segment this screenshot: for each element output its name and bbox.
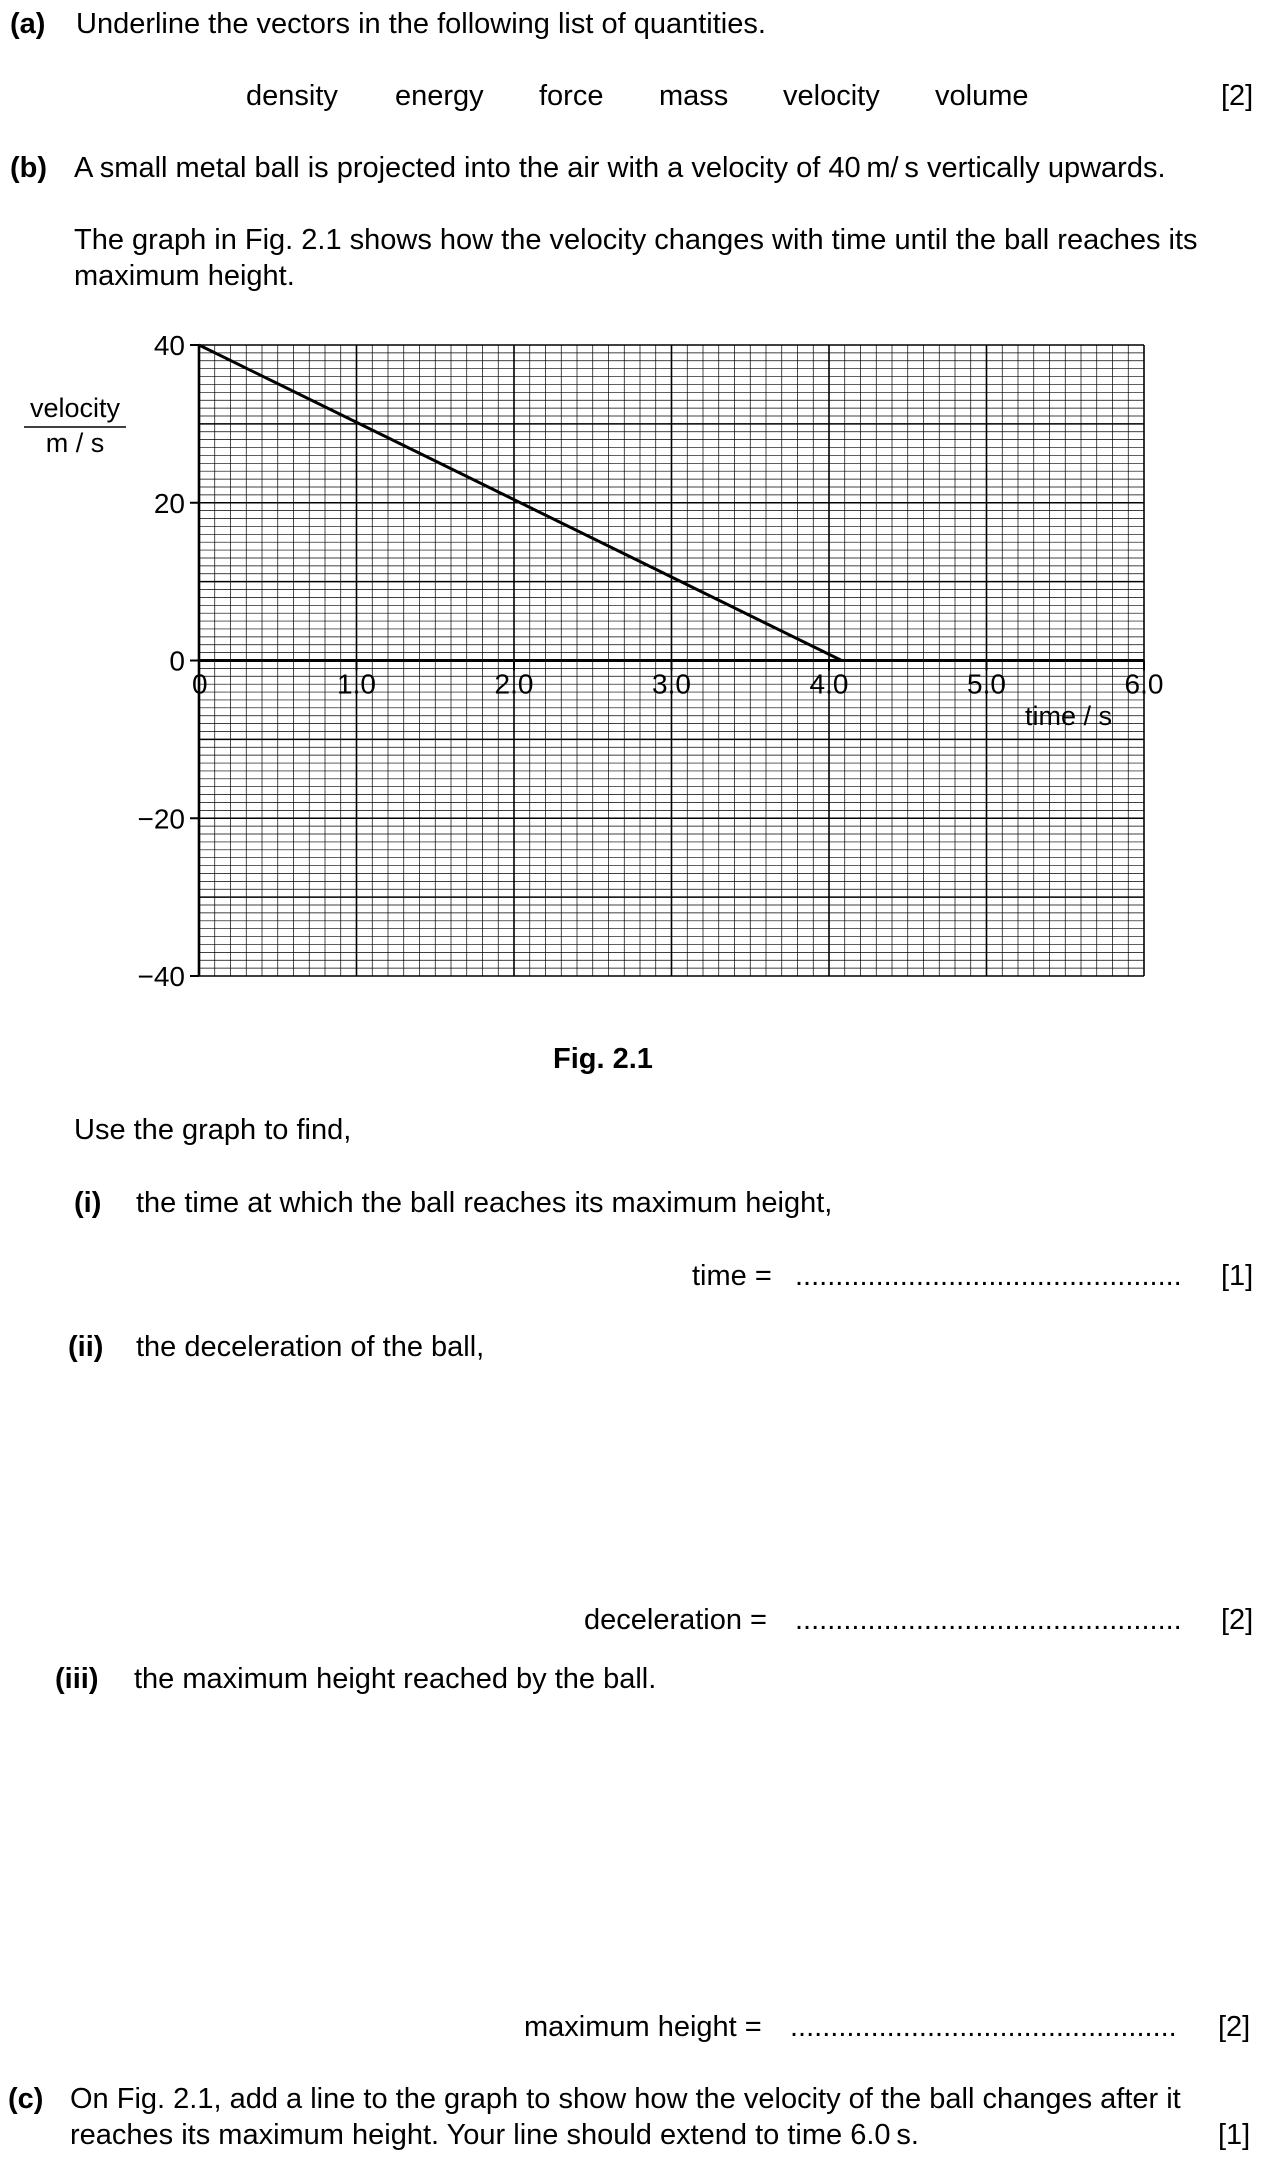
graph-intro-line1: The graph in Fig. 2.1 shows how the velocity changes with time until the ball reaches its bbox=[74, 224, 1198, 256]
q2-label: (ii) bbox=[68, 1331, 104, 1363]
quantity-density[interactable]: density bbox=[246, 80, 338, 112]
use-graph-text: Use the graph to find, bbox=[74, 1114, 352, 1146]
y-tick-label: 0 bbox=[169, 645, 185, 677]
x-tick-label: 3.0 bbox=[652, 668, 691, 700]
part-b-text: A small metal ball is projected into the air with a velocity of 40 m/ s vertically upwards. bbox=[74, 152, 1166, 184]
part-a-marks: [2] bbox=[1221, 80, 1254, 112]
quantity-force[interactable]: force bbox=[539, 80, 604, 112]
part-c-label: (c) bbox=[8, 2083, 44, 2115]
q1-label: (i) bbox=[74, 1187, 102, 1219]
y-tick-label: 40 bbox=[153, 330, 185, 361]
y-tick-label: −40 bbox=[137, 961, 185, 992]
y-tick-label: −20 bbox=[137, 803, 185, 835]
y-axis-label: velocity bbox=[29, 393, 121, 423]
q2-marks: [2] bbox=[1221, 1604, 1254, 1636]
q1-marks: [1] bbox=[1221, 1260, 1254, 1292]
q2-answer-label: deceleration = bbox=[584, 1604, 767, 1636]
q2-text: the deceleration of the ball, bbox=[136, 1331, 485, 1363]
q3-answer-label: maximum height = bbox=[524, 2011, 762, 2043]
quantity-mass[interactable]: mass bbox=[659, 80, 729, 112]
y-tick-label: 20 bbox=[153, 487, 185, 519]
quantity-velocity[interactable]: velocity bbox=[783, 80, 880, 112]
part-a-text: Underline the vectors in the following list of quantities. bbox=[76, 8, 766, 40]
part-b-label: (b) bbox=[10, 152, 48, 184]
part-c-line2: reaches its maximum height. Your line should extend to time 6.0 s. bbox=[70, 2119, 919, 2151]
q3-text: the maximum height reached by the ball. bbox=[134, 1663, 657, 1695]
axis-labels bbox=[24, 393, 1112, 731]
x-tick-label: 0 bbox=[192, 668, 208, 700]
q3-answer-line[interactable]: ................................................ bbox=[790, 2011, 1177, 2043]
quantity-volume[interactable]: volume bbox=[935, 80, 1029, 112]
figure-caption: Fig. 2.1 bbox=[553, 1043, 653, 1075]
x-tick-label: 2.0 bbox=[494, 668, 534, 700]
x-tick-label: 5.0 bbox=[967, 668, 1006, 700]
part-a-label: (a) bbox=[10, 8, 46, 40]
part-c-line1: On Fig. 2.1, add a line to the graph to show how the velocity of the ball changes after it bbox=[70, 2083, 1181, 2115]
x-tick-label: 6.0 bbox=[1124, 668, 1164, 700]
q3-label: (iii) bbox=[55, 1663, 99, 1695]
q3-marks: [2] bbox=[1218, 2011, 1251, 2043]
part-c-marks: [1] bbox=[1218, 2119, 1251, 2151]
q1-answer-label: time = bbox=[692, 1260, 772, 1292]
y-axis-unit: m / s bbox=[45, 428, 105, 458]
x-tick-label: 1.0 bbox=[337, 668, 376, 700]
quantity-energy[interactable]: energy bbox=[395, 80, 484, 112]
x-axis-label: time / s bbox=[1024, 701, 1112, 731]
x-tick-label: 4.0 bbox=[809, 668, 849, 700]
q1-text: the time at which the ball reaches its maximum height, bbox=[136, 1187, 833, 1219]
graph-intro-line2: maximum height. bbox=[74, 260, 295, 292]
q1-answer-line[interactable]: ................................................ bbox=[795, 1260, 1182, 1292]
q2-answer-line[interactable]: ................................................ bbox=[795, 1604, 1182, 1636]
velocity-time-graph bbox=[0, 0, 1265, 1000]
